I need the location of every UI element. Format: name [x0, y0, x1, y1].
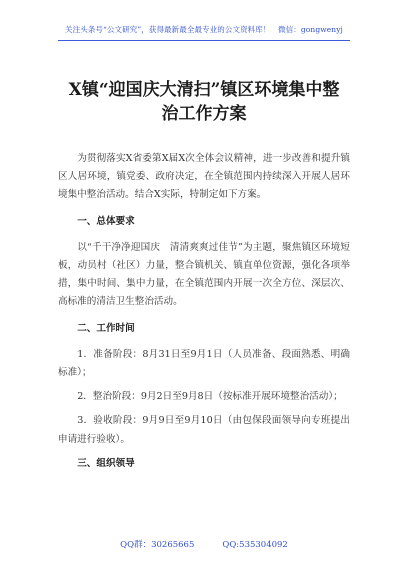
- document-title: [44, 78, 364, 126]
- section-heading-leadership: 三、组织领导: [77, 457, 135, 469]
- phase-rectification: 2．整治阶段：9月2日至9月8日（按标准开展环境整治活动）；: [77, 391, 343, 403]
- header-promo-text: 关注头条号“公文研究”，获得最新最全最专业的公文资料库！ 微信：gongwenyj: [65, 25, 343, 34]
- footer-contact: [0, 538, 408, 550]
- section-heading-schedule: 二、工作时间: [77, 322, 135, 334]
- title-line-2: 治工作方案: [161, 104, 247, 124]
- footer-qq-group: QQ群：30265665: [120, 540, 195, 550]
- document-body: [58, 150, 350, 481]
- section-heading-requirements: 一、总体要求: [77, 215, 135, 227]
- title-line-1: X镇“迎国庆大清扫”镇区环境集中整: [68, 80, 340, 100]
- phase-acceptance: 3．验收阶段：9月9日至9月10日（由包保段面领导向专班提出申请进行验收）。: [58, 415, 350, 445]
- intro-paragraph: 为贯彻落实X省委第X届X次全体会议精神，进一步改善和提升镇区人居环境，镇党委、政府决定，在全镇范围内持续深入开展人居环境集中整治活动。结合X实际，特制定如下方案。: [58, 153, 350, 201]
- phase-preparation: 1．准备阶段：8月31日至9月1日（人员准备、段面熟悉、明确标准）；: [58, 348, 350, 379]
- requirements-paragraph: 以“千干净净迎国庆 清清爽爽过佳节”为主题，聚焦镇区环境短板，动员村（社区）力量，整合镇机关、镇直单位资源，强化各项举措，集中时间、集中力量，在全镇范围内开展一次全方位、深层次、高标准的清洁卫生整治活动。: [58, 241, 350, 308]
- footer-qq: QQ:535304092: [222, 540, 288, 550]
- header-divider: [58, 40, 350, 41]
